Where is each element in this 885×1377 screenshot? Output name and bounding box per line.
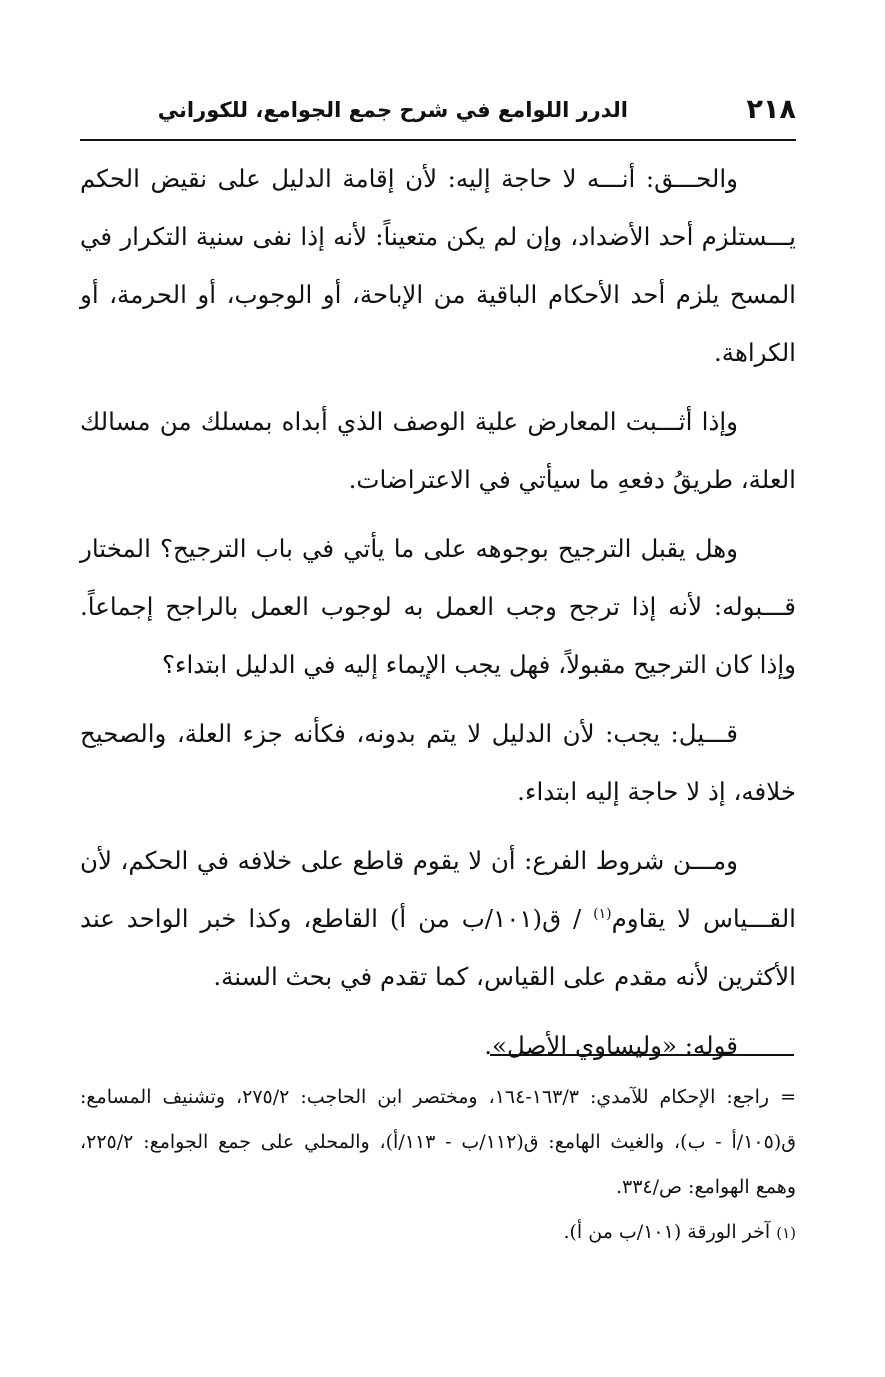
main-text	[80, 150, 796, 1086]
footnote-reference: (١)	[593, 905, 612, 922]
paragraph: وإذا أثـــبت المعارض علية الوصف الذي أبداه بمسلك من مسالك العلة، طريقُ دفعهِ ما سيأتي في الاعتراضات.	[80, 407, 796, 494]
running-title: الدرر اللوامع في شرح جمع الجوامع، للكوراني	[157, 98, 628, 122]
header-rule	[80, 139, 796, 141]
footnote-separator	[490, 1054, 794, 1056]
paragraph-text: / ق(١٠١/ب من أ) القاطع، وكذا خبر الواحد عند الأكثرين لأنه مقدم على القياس، كما تقدم في بحث السنة.	[80, 904, 796, 991]
footnotes	[80, 1075, 796, 1256]
paragraph: قـــيل: يجب: لأن الدليل لا يتم بدونه، فكأنه جزء العلة، والصحيح خلافه، إذ لا حاجة إليه ابتداء.	[80, 719, 796, 806]
paragraph: والحـــق: أنـــه لا حاجة إليه: لأن إقامة الدليل على نقيض الحكم يـــستلزم أحد الأضداد، وإن لم يكن متعيناً: لأنه إذا نفى سنية التكرار في المسح يلزم أحد الأحكام الباقية من الإباحة، أو الوجوب، أو الحرمة، أو الكراهة.	[80, 164, 796, 367]
paragraph: وهل يقبل الترجيح بوجوهه على ما يأتي في باب الترجيح؟ المختار قـــبوله: لأنه إذا ترجح وجب العمل به لوجوب العمل بالراجح إجماعاً. وإذا كان الترجيح مقبولاً، فهل يجب الإيماء إليه في الدليل ابتداء؟	[80, 534, 796, 679]
paragraph: قوله: «وليساوي الأصل».	[484, 1031, 738, 1060]
paragraph	[80, 832, 796, 1006]
footnote-text: آخر الورقة (١٠١/ب من أ).	[563, 1221, 777, 1243]
footnote-1	[80, 1210, 796, 1256]
footnote-continuation: = راجع: الإحكام للآمدي: ١٦٣/٣-١٦٤، ومختصر ابن الحاجب: ٢٧٥/٢، وتشنيف المسامع: ق(١٠٥/أ - ب)، والغيث الهامع: ق(١١٢/ب - ١١٣/أ)، والمحلي على جمع الجوامع: ٢٢٥/٢، وهمع الهوامع: ص/٣٣٤.	[80, 1086, 796, 1198]
footnote-marker: (١)	[776, 1224, 796, 1242]
paragraph-text: ومـــن شروط الفرع: أن لا يقوم قاطع على خلافه في الحكم، لأن القـــياس لا يقاوم	[80, 846, 796, 933]
page-number: ٢١٨	[746, 94, 796, 125]
page-header	[80, 92, 796, 136]
